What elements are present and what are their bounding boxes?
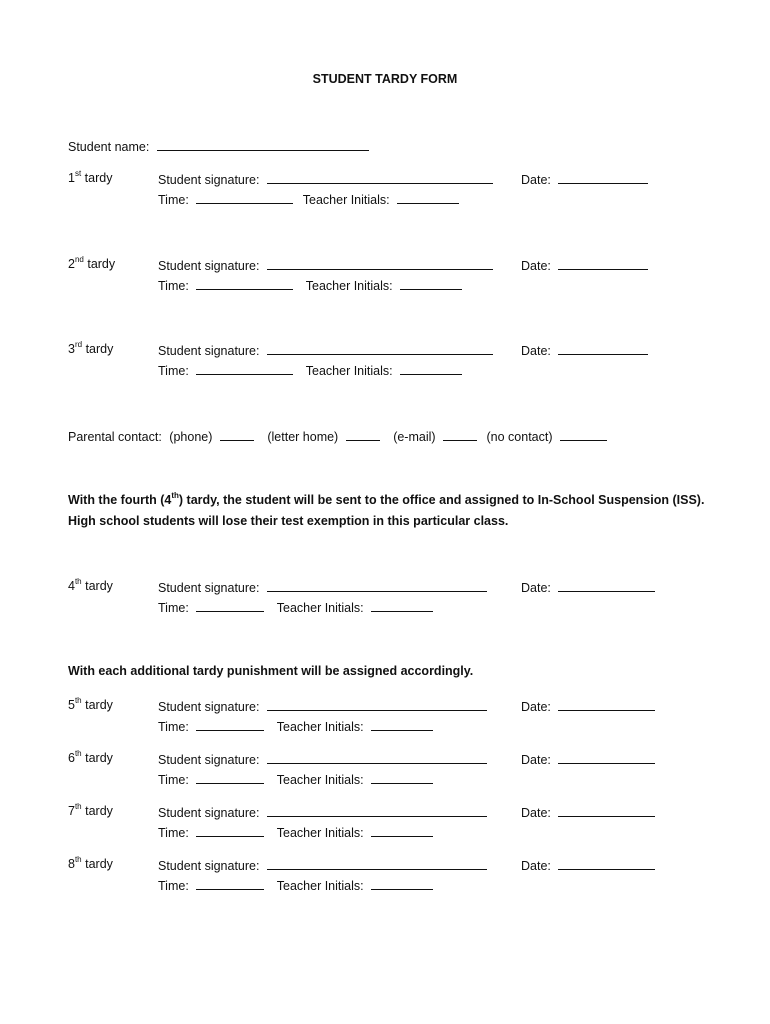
student-name-row (68, 138, 369, 154)
tardy-6-date-row (521, 751, 655, 767)
parental-contact-label: Parental contact: (68, 430, 162, 444)
time-label: Time: (158, 601, 189, 615)
phone-option-label: (phone) (169, 430, 213, 444)
tardy-8-date-field[interactable] (558, 857, 655, 870)
tardy-4-time-row (158, 599, 433, 615)
email-option-field[interactable] (443, 428, 477, 441)
no-contact-option-label: (no contact) (486, 430, 553, 444)
tardy-5-time-row (158, 718, 433, 734)
tardy-3-initials-field[interactable] (400, 362, 462, 375)
tardy-7-time-row (158, 824, 433, 840)
initials-label: Teacher Initials: (302, 193, 390, 207)
tardy-1-date-field[interactable] (558, 171, 648, 184)
tardy-6-time-field[interactable] (196, 771, 264, 784)
tardy-6-signature-field[interactable] (267, 751, 487, 764)
tardy-6-label: 6th tardy (68, 749, 113, 765)
initials-label: Teacher Initials: (276, 773, 364, 787)
tardy-1-signature-row (158, 171, 493, 187)
tardy-2-label: 2nd tardy (68, 255, 116, 271)
tardy-2-initials-field[interactable] (400, 277, 462, 290)
tardy-8-signature-field[interactable] (267, 857, 487, 870)
time-label: Time: (158, 364, 189, 378)
tardy-8-signature-row (158, 857, 487, 873)
tardy-2-date-field[interactable] (558, 257, 648, 270)
tardy-1-time-row (158, 191, 459, 207)
tardy-5-signature-field[interactable] (267, 698, 487, 711)
tardy-4-label: 4th tardy (68, 577, 113, 593)
letter-home-option-label: (letter home) (267, 430, 339, 444)
tardy-7-time-field[interactable] (196, 824, 264, 837)
tardy-5-initials-field[interactable] (371, 718, 433, 731)
signature-label: Student signature: (158, 700, 260, 714)
tardy-7-signature-field[interactable] (267, 804, 487, 817)
tardy-5-label: 5th tardy (68, 696, 113, 712)
initials-label: Teacher Initials: (276, 879, 364, 893)
initials-label: Teacher Initials: (305, 364, 393, 378)
tardy-8-time-row (158, 877, 433, 893)
no-contact-option-field[interactable] (560, 428, 607, 441)
time-label: Time: (158, 193, 189, 207)
date-label: Date: (521, 581, 551, 595)
tardy-1-initials-field[interactable] (397, 191, 459, 204)
tardy-4-signature-row (158, 579, 487, 595)
tardy-1-time-field[interactable] (196, 191, 293, 204)
date-label: Date: (521, 344, 551, 358)
tardy-2-signature-field[interactable] (267, 257, 493, 270)
time-label: Time: (158, 826, 189, 840)
tardy-2-date-row (521, 257, 648, 273)
signature-label: Student signature: (158, 859, 260, 873)
tardy-3-signature-row (158, 342, 493, 358)
tardy-8-label: 8th tardy (68, 855, 113, 871)
signature-label: Student signature: (158, 806, 260, 820)
tardy-6-initials-field[interactable] (371, 771, 433, 784)
phone-option-field[interactable] (220, 428, 254, 441)
tardy-4-signature-field[interactable] (267, 579, 487, 592)
tardy-4-date-row (521, 579, 655, 595)
tardy-1-date-row (521, 171, 648, 187)
time-label: Time: (158, 279, 189, 293)
time-label: Time: (158, 773, 189, 787)
date-label: Date: (521, 753, 551, 767)
tardy-3-time-row (158, 362, 462, 378)
tardy-2-signature-row (158, 257, 493, 273)
tardy-1-signature-field[interactable] (267, 171, 493, 184)
tardy-5-time-field[interactable] (196, 718, 264, 731)
tardy-4-initials-field[interactable] (371, 599, 433, 612)
tardy-6-signature-row (158, 751, 487, 767)
form-title: STUDENT TARDY FORM (312, 72, 458, 86)
tardy-3-signature-field[interactable] (267, 342, 493, 355)
fourth-tardy-notice: With the fourth (4th) tardy, the student will be sent to the office and assigned to In-School Suspension (ISS). (68, 491, 705, 507)
time-label: Time: (158, 879, 189, 893)
tardy-3-label: 3rd tardy (68, 340, 114, 356)
tardy-8-date-row (521, 857, 655, 873)
tardy-8-time-field[interactable] (196, 877, 264, 890)
tardy-2-time-field[interactable] (196, 277, 293, 290)
tardy-7-date-field[interactable] (558, 804, 655, 817)
tardy-1-label: 1st tardy (68, 169, 113, 185)
tardy-4-time-field[interactable] (196, 599, 264, 612)
signature-label: Student signature: (158, 581, 260, 595)
tardy-3-date-row (521, 342, 648, 358)
tardy-7-signature-row (158, 804, 487, 820)
tardy-4-date-field[interactable] (558, 579, 655, 592)
date-label: Date: (521, 173, 551, 187)
student-name-label: Student name: (68, 140, 150, 154)
date-label: Date: (521, 259, 551, 273)
tardy-6-time-row (158, 771, 433, 787)
tardy-8-initials-field[interactable] (371, 877, 433, 890)
tardy-6-date-field[interactable] (558, 751, 655, 764)
date-label: Date: (521, 700, 551, 714)
additional-tardy-notice: With each additional tardy punishment will be assigned accordingly. (68, 664, 474, 678)
tardy-7-label: 7th tardy (68, 802, 113, 818)
date-label: Date: (521, 806, 551, 820)
tardy-3-time-field[interactable] (196, 362, 293, 375)
initials-label: Teacher Initials: (276, 601, 364, 615)
date-label: Date: (521, 859, 551, 873)
tardy-5-date-field[interactable] (558, 698, 655, 711)
tardy-5-signature-row (158, 698, 487, 714)
tardy-7-date-row (521, 804, 655, 820)
initials-label: Teacher Initials: (276, 720, 364, 734)
time-label: Time: (158, 720, 189, 734)
signature-label: Student signature: (158, 344, 260, 358)
initials-label: Teacher Initials: (276, 826, 364, 840)
tardy-5-date-row (521, 698, 655, 714)
parental-contact-row (68, 428, 607, 444)
signature-label: Student signature: (158, 173, 260, 187)
signature-label: Student signature: (158, 259, 260, 273)
initials-label: Teacher Initials: (305, 279, 393, 293)
test-exemption-notice: High school students will lose their test exemption in this particular class. (68, 514, 509, 528)
student-name-field[interactable] (157, 138, 369, 151)
signature-label: Student signature: (158, 753, 260, 767)
tardy-2-time-row (158, 277, 462, 293)
letter-home-option-field[interactable] (346, 428, 380, 441)
tardy-3-date-field[interactable] (558, 342, 648, 355)
tardy-7-initials-field[interactable] (371, 824, 433, 837)
email-option-label: (e-mail) (393, 430, 436, 444)
